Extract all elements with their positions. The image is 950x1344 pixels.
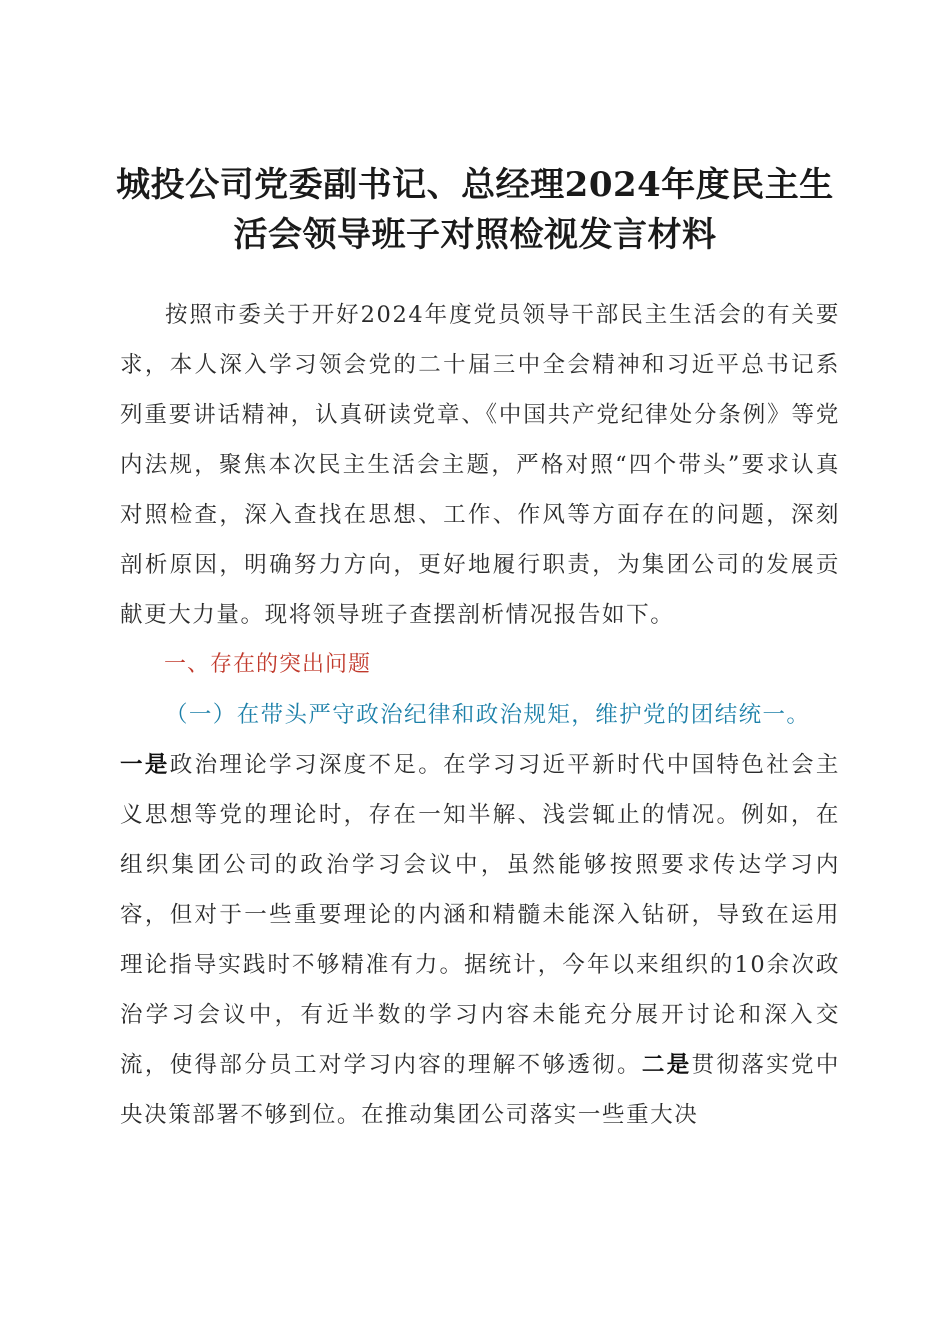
point-1-text: 政治理论学习深度不足。在学习习近平新时代中国特色社会主义思想等党的理论时，存在一知半解、浅尝辄止的情况。例如，在组织集团公司的政治学习会议中，虽然能够按照要求传达学习内容，但对于一些重要理论的内涵和精髓未能深入钻研，导致在运用理论指导实践时不够精准有力。据统计，今年以来组织的10余次政治学习会议中，有近半数的学习内容未能充分展开讨论和深入交流，使得部分员工对学习内容的理解不够透彻。 [120,752,841,1078]
document-body [120,290,840,1140]
problem-paragraph [120,740,840,1140]
title-line-2: 活会领导班子对照检视发言材料 [233,215,717,255]
section-heading-problems: 一、存在的突出问题 [164,652,372,677]
title-line-1: 城投公司党委副书记、总经理2024年度民主生 [116,165,834,205]
document-title [100,160,850,260]
subsection-heading-political-discipline: （一）在带头严守政治纪律和政治规矩，维护党的团结统一。 [165,702,811,728]
intro-paragraph: 按照市委关于开好2024年度党员领导干部民主生活会的有关要求，本人深入学习领会党的二十届三中全会精神和习近平总书记系列重要讲话精神，认真研读党章、《中国共产党纪律处分条例》等党内法规，聚焦本次民主生活会主题，严格对照“四个带头”要求认真对照检查，深入查找在思想、工作、作风等方面存在的问题，深刻剖析原因，明确努力方向，更好地履行职责，为集团公司的发展贡献更大力量。现将领导班子查摆剖析情况报告如下。 [120,302,840,628]
point-2-label: 二是 [641,1052,692,1078]
point-1-label: 一是 [120,752,170,778]
point-2-text: 贯彻落实党中央决策部署不够到位。在推动集团公司落实一些重大决 [120,1052,841,1128]
